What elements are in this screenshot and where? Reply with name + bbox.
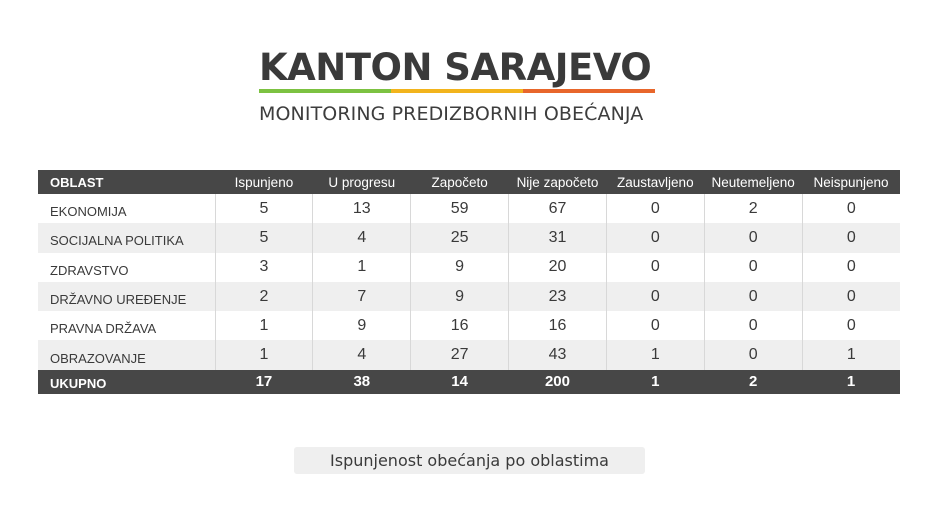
table-cell: 59 [411,194,509,223]
total-cell: 2 [748,373,758,391]
total-cell: 1 [651,373,660,391]
table-cell: 1 [215,311,313,340]
table-row [38,253,900,282]
table-cell: 9 [313,311,411,340]
table-cell: 16 [411,311,509,340]
color-bar-green [259,89,391,93]
table-cell: 4 [313,223,411,252]
table-cell: 25 [411,223,509,252]
table-row [38,340,900,369]
results-table [38,170,900,394]
column-header-nije-zapoceto: Nije započeto [516,174,599,190]
row-label: PRAVNA DRŽAVA [50,321,157,337]
table-cell: 67 [509,194,607,223]
table-cell: 0 [704,282,802,311]
color-bar [259,89,655,93]
table-cell: 9 [411,253,509,282]
table-cell: 3 [215,253,313,282]
column-header-neispunjeno: Neispunjeno [813,174,889,190]
table-cell: 0 [606,223,704,252]
row-label: SOCIJALNA POLITIKA [50,233,184,249]
table-cell: 4 [313,340,411,369]
total-cell: 17 [255,373,273,391]
column-header-u-progresu: U progresu [328,174,396,190]
total-cell: 1 [846,373,856,391]
caption-label: Ispunjenost obećanja po oblastima [294,447,645,474]
table-cell: 0 [802,253,900,282]
header-row [38,170,900,194]
table-cell: 27 [411,340,509,369]
table-cell: 2 [704,194,802,223]
table-body [38,194,900,370]
table-cell: 43 [509,340,607,369]
total-cell: 38 [353,373,371,391]
table-row [38,311,900,340]
table-cell: 0 [606,311,704,340]
column-header-zapoceto: Započeto [431,174,488,190]
table-cell: 0 [802,282,900,311]
column-header-oblast: OBLAST [50,174,104,190]
column-header-zaustavljeno: Zaustavljeno [617,174,694,190]
color-bar-orange [523,89,655,93]
table-cell: 0 [802,223,900,252]
table-cell: 0 [704,340,802,369]
total-row [38,370,900,394]
color-bar-yellow [391,89,523,93]
header [259,48,659,125]
table-cell: 20 [509,253,607,282]
table-cell: 23 [509,282,607,311]
column-header-ispunjeno: Ispunjeno [234,174,294,190]
table-cell: 0 [704,253,802,282]
page-subtitle: MONITORING PREDIZBORNIH OBEĆANJA [259,103,644,125]
table-cell: 0 [704,223,802,252]
table-cell: 0 [802,311,900,340]
table-cell: 1 [215,340,313,369]
table-cell: 31 [509,223,607,252]
column-header-neutemeljeno: Neutemeljeno [711,174,795,190]
table-footer [38,370,900,394]
row-label: OBRAZOVANJE [50,350,146,366]
table-cell: 0 [802,194,900,223]
table-cell: 5 [215,194,313,223]
table-cell: 1 [606,340,704,369]
table-row [38,282,900,311]
row-label: ZDRAVSTVO [50,262,129,278]
table-cell: 1 [802,340,900,369]
table-cell: 0 [606,282,704,311]
page-title: KANTON SARAJEVO [259,46,652,89]
total-cell: 200 [544,373,570,391]
table-row [38,194,900,223]
row-label: EKONOMIJA [50,204,127,220]
table-cell: 13 [313,194,411,223]
table-cell: 9 [411,282,509,311]
table-cell: 1 [313,253,411,282]
table-cell: 7 [313,282,411,311]
row-label: DRŽAVNO UREĐENJE [50,292,187,308]
total-label: UKUPNO [50,376,107,392]
table-cell: 16 [509,311,607,340]
table-cell: 0 [606,253,704,282]
table-cell: 5 [215,223,313,252]
table-cell: 2 [215,282,313,311]
table-row [38,223,900,252]
table-cell: 0 [606,194,704,223]
table-cell: 0 [704,311,802,340]
total-cell: 14 [451,373,468,391]
table-header [38,170,900,194]
